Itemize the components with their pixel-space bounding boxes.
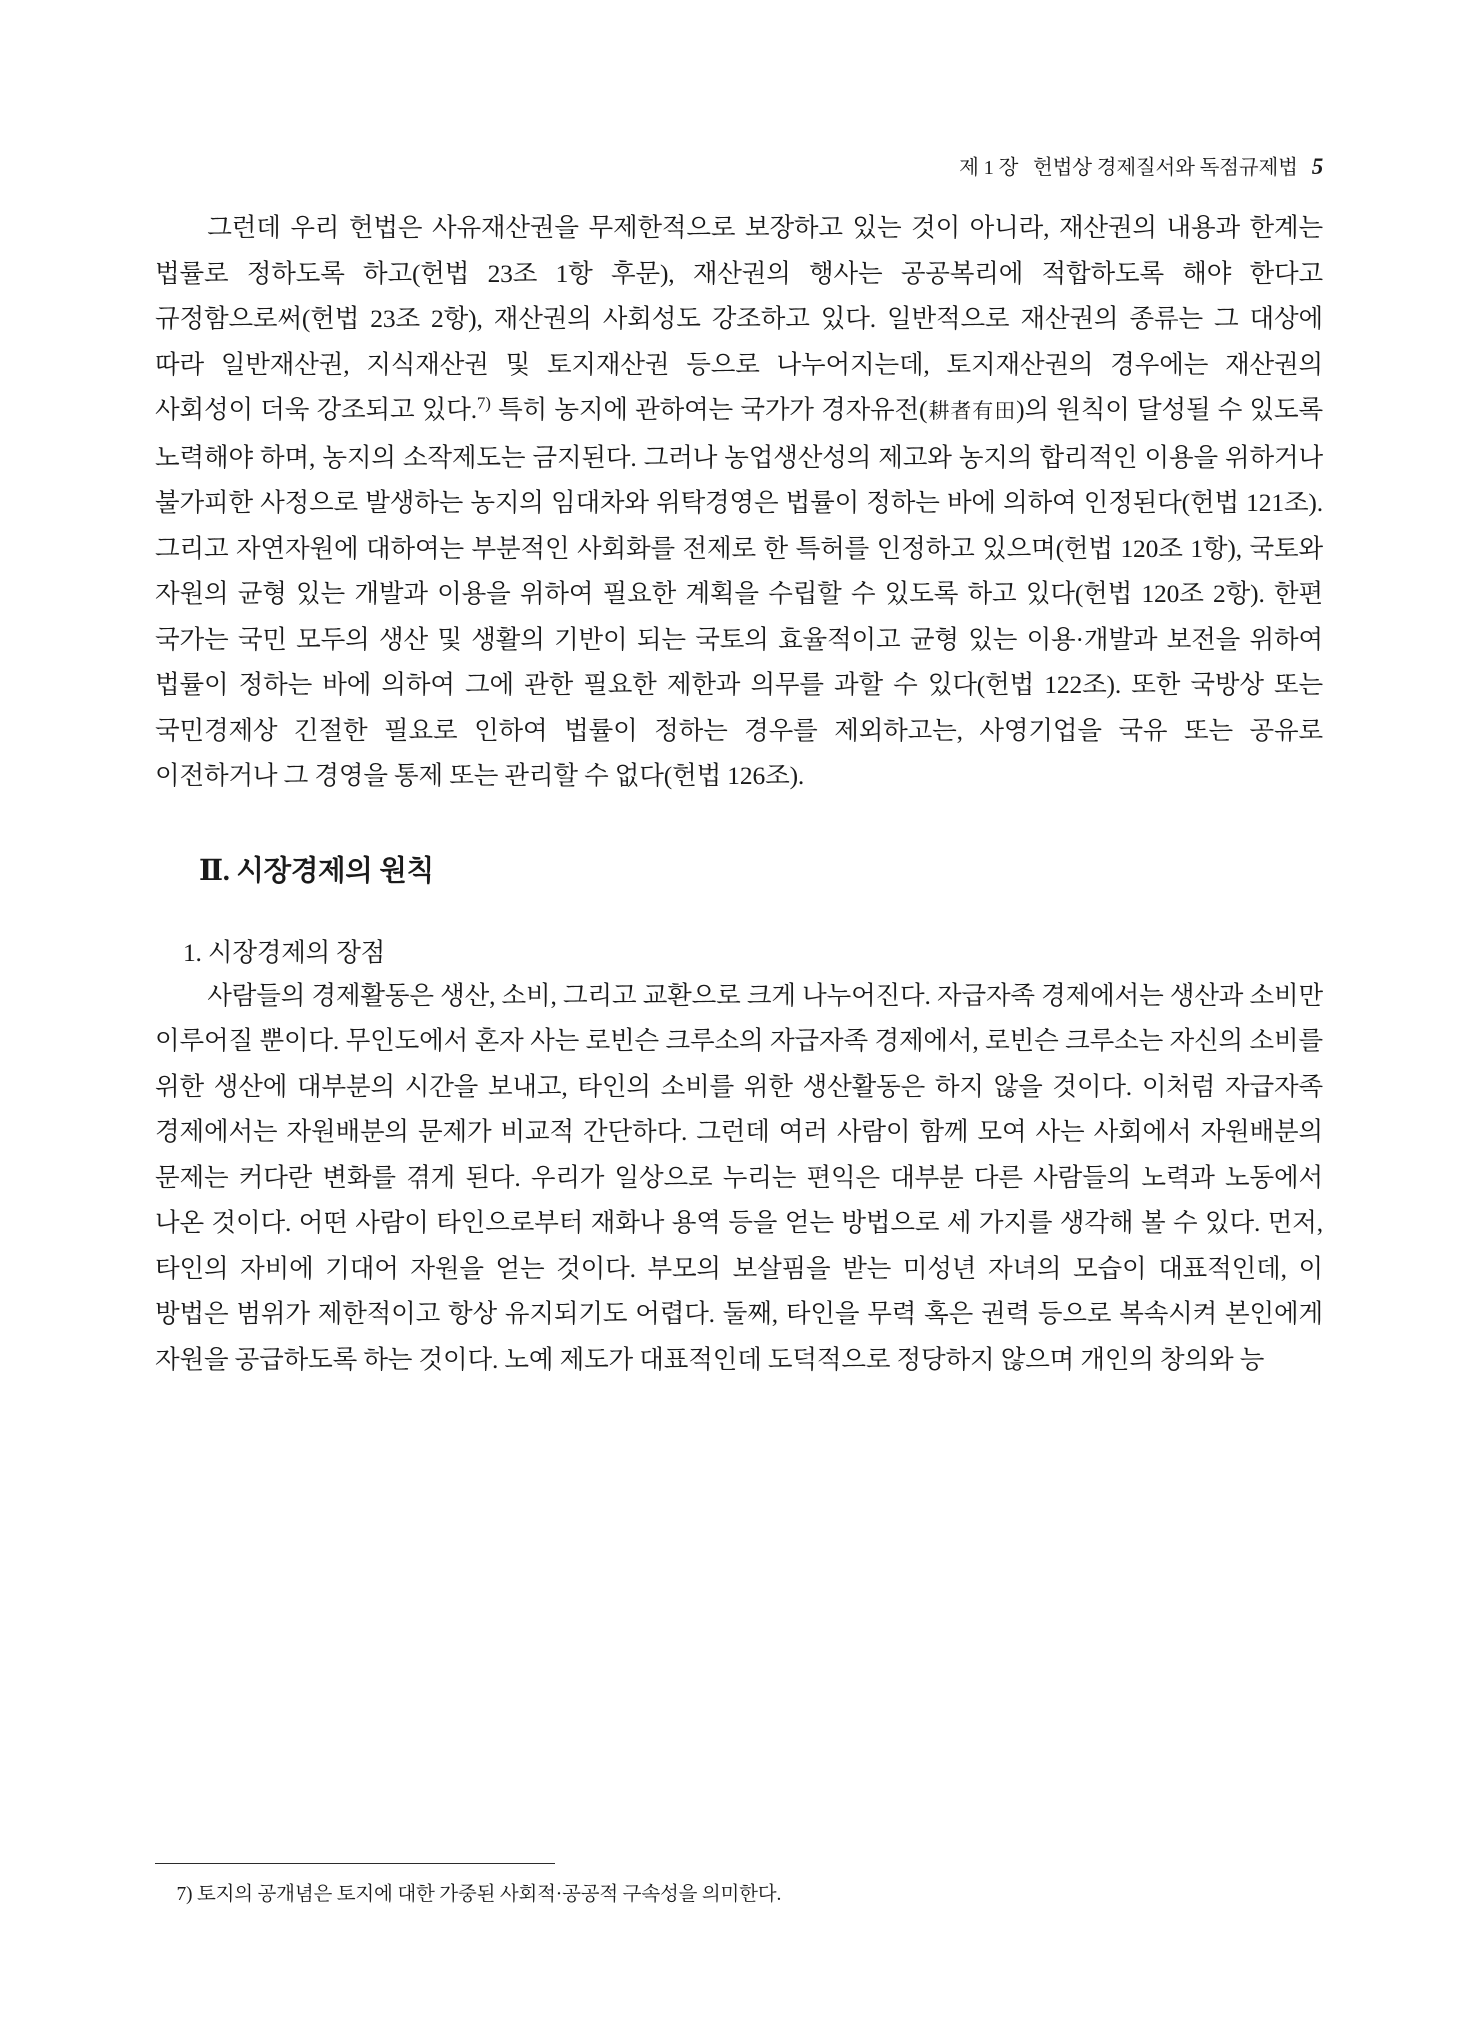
body-column [155,205,1323,1382]
running-head [959,150,1323,180]
running-head-chapter: 제 1 장 헌법상 경제질서와 독점규제법 [959,157,1298,179]
subsection-heading: 1. 시장경제의 장점 [183,937,386,967]
paragraph-market-economy: 사람들의 경제활동은 생산, 소비, 그리고 교환으로 크게 나누어진다. 자급자족 경제에서는 생산과 소비만 이루어질 뿐이다. 무인도에서 혼자 사는 로빈슨 크루소의 자급자족 경제에서, 로빈슨 크루소는 자신의 소비를 위한 생산에 대부분의 시간을 보내고, 타인의 소비를 위한 생산활동은 하지 않을 것이다. 이처럼 자급자족 경제에서는 자원배분의 문제가 비교적 간단하다. 그런데 여러 사람이 함께 모여 사는 사회에서 자원배분의 문제는 커다란 변화를 겪게 된다. 우리가 일상으로 누리는 편익은 대부분 다른 사람들의 노력과 노동에서 나온 것이다. 어떤 사람이 타인으로부터 재화나 용역 등을 얻는 방법으로 세 가지를 생각해 볼 수 있다. 먼저, 타인의 자비에 기대어 자원을 얻는 것이다. 부모의 보살핌을 받는 미성년 자녀의 모습이 대표적인데, 이 방법은 범위가 제한적이고 항상 유지되기도 어렵다. 둘째, 타인을 무력 혹은 권력 등으로 복속시켜 본인에게 자원을 공급하도록 하는 것이다. 노예 제도가 대표적인데 도덕적으로 정당하지 않으며 개인의 창의와 능 [155,980,1323,1374]
paragraph-1-hanja: 耕者有田 [927,399,1017,423]
page-number: 5 [1311,154,1323,179]
paragraph-1-part-1: 그런데 우리 헌법은 사유재산권을 무제한적으로 보장하고 있는 것이 아니라, 재산권의 내용과 한계는 법률로 정하도록 하고(헌법 23조 1항 후문), 재산권의 행사는 공공복리에 적합하도록 해야 한다고 규정함으로써(헌법 23조 2항), 재산권의 사회성도 강조하고 있다. 일반적으로 재산권의 종류는 그 대상에 따라 일반재산권, 지식재산권 및 토지재산권 등으로 나누어지는데, 토지재산권의 경우에는 재산권의 사회성이 더욱 강조되고 있다. [155,213,1323,424]
footnote-separator [155,1863,555,1864]
section-heading: Ⅱ. 시장경제의 원칙 [199,855,434,887]
footnote-area [155,1863,1323,1910]
footnote-marker-7: 7) [476,393,491,413]
paragraph-constitution-property [155,205,1323,799]
footnote-7: 7) 토지의 공개념은 토지에 대한 가중된 사회적·공공적 구속성을 의미한다. [176,1884,782,1905]
paragraph-1-part-2a: 특히 농지에 관하여는 국가가 경자유전( [490,395,928,424]
paragraph-1-part-2b: )의 원칙이 달성될 수 있도록 노력해야 하며, 농지의 소작제도는 금지된다. 그러나 농업생산성의 제고와 농지의 합리적인 이용을 위하거나 불가피한 사정으로 발생하는 농지의 임대차와 위탁경영은 법률이 정하는 바에 의하여 인정된다(헌법 121조). 그리고 자연자원에 대하여는 부분적인 사회화를 전제로 한 특허를 인정하고 있으며(헌법 120조 1항), 국토와 자원의 균형 있는 개발과 이용을 위하여 필요한 계획을 수립할 수 있도록 하고 있다(헌법 120조 2항). 한편 국가는 국민 모두의 생산 및 생활의 기반이 되는 국토의 효율적이고 균형 있는 이용·개발과 보전을 위하여 법률이 정하는 바에 의하여 그에 관한 필요한 제한과 의무를 과할 수 있다(헌법 122조). 또한 국방상 또는 국민경제상 긴절한 필요로 인하여 법률이 정하는 경우를 제외하고는, 사영기업을 국유 또는 공유로 이전하거나 그 경영을 통제 또는 관리할 수 없다(헌법 126조). [155,395,1324,790]
